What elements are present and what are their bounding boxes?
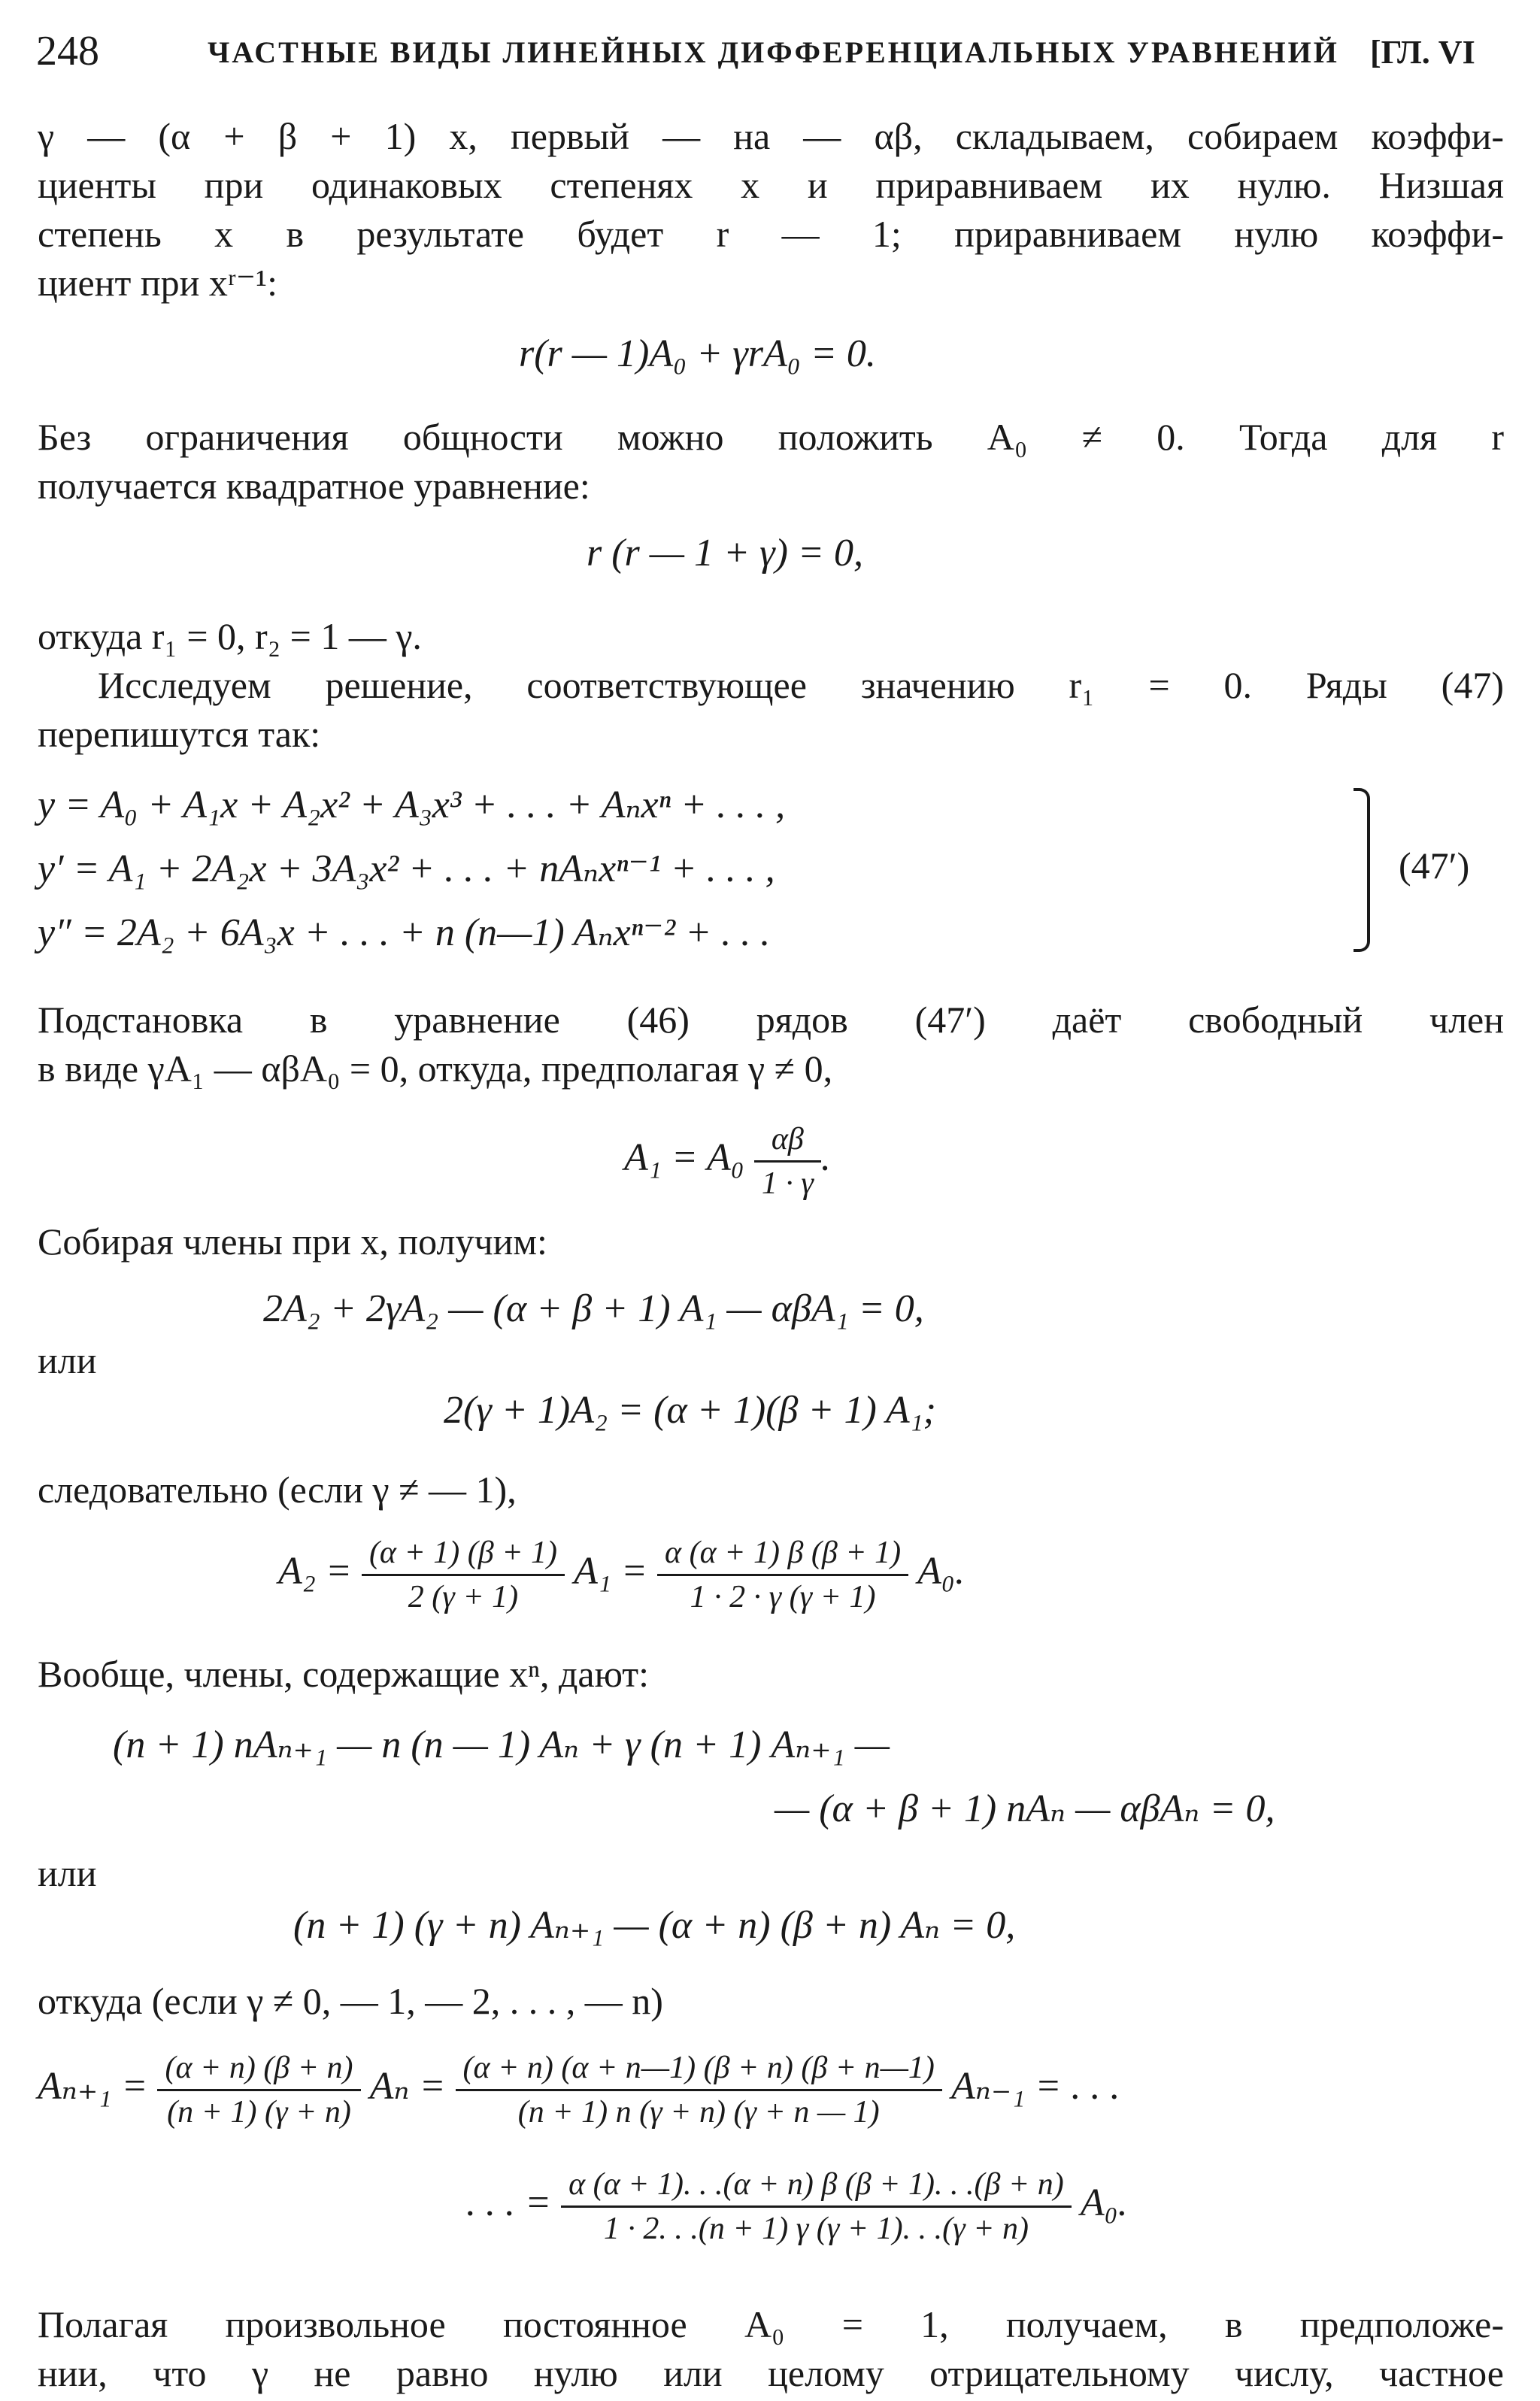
equation: (n + 1) nAₙ₊₁ — n (n — 1) Aₙ + γ (n + 1) Aₙ₊₁ — bbox=[113, 1723, 890, 1766]
text-line: перепишутся так: bbox=[38, 713, 321, 755]
chapter-label: [ГЛ. VI bbox=[1370, 34, 1475, 71]
text-line: циенты при одинаковых степенях x и приравниваем их нулю. Низшая bbox=[38, 164, 1504, 206]
text-line: Собирая члены при x, получим: bbox=[38, 1220, 547, 1263]
equation: r (r — 1 + γ) = 0, bbox=[587, 532, 864, 574]
equation bbox=[466, 2158, 1128, 2248]
equation-label: (47′) bbox=[1399, 844, 1470, 887]
right-brace bbox=[1354, 788, 1370, 952]
fraction bbox=[561, 2166, 1072, 2247]
equation-lhs: A₂ = bbox=[278, 1550, 352, 1593]
numerator: α (α + 1) β (β + 1) bbox=[657, 1535, 908, 1576]
page-number: 248 bbox=[36, 28, 99, 74]
numerator: α (α + 1). . .(α + n) β (β + 1). . .(β + n) bbox=[561, 2166, 1072, 2208]
equation bbox=[38, 2042, 1120, 2132]
text-line: γ — (α + β + 1) x, первый — на — αβ, складываем, собираем коэффи- bbox=[38, 115, 1504, 157]
equation-lhs: . . . = bbox=[466, 2181, 552, 2224]
equation bbox=[278, 1526, 965, 1617]
text-line: Без ограничения общности можно положить A₀ ≠ 0. Тогда для r bbox=[38, 416, 1504, 458]
equation-mid: A₁ = bbox=[574, 1550, 648, 1593]
equation-lhs: Aₙ₊₁ = bbox=[38, 2065, 148, 2108]
denominator: 1 · 2 · γ (γ + 1) bbox=[690, 1579, 876, 1614]
text-line: или bbox=[38, 1852, 97, 1894]
text-line: нии, что γ не равно нулю или целому отрицательному числу, частное bbox=[38, 2352, 1504, 2394]
equation-end: A₀. bbox=[1080, 2181, 1128, 2224]
series-line: y′ = A₁ + 2A₂x + 3A₃x² + . . . + nAₙxⁿ⁻¹ + . . . , bbox=[38, 847, 775, 890]
equation: 2A₂ + 2γA₂ — (α + β + 1) A₁ — αβA₁ = 0, bbox=[263, 1287, 924, 1330]
text-line: в виде γA₁ — αβA₀ = 0, откуда, предполагая γ ≠ 0, bbox=[38, 1047, 833, 1090]
equation-mid: Aₙ = bbox=[369, 2065, 446, 2108]
equation: A₁ = A₀ $\frac{\alpha\beta}{1 \cdot \gamma}$ . bbox=[624, 1121, 831, 1201]
text-line: следовательно (если γ ≠ — 1), bbox=[38, 1469, 517, 1511]
running-title: ЧАСТНЫЕ ВИДЫ ЛИНЕЙНЫХ ДИФФЕРЕНЦИАЛЬНЫХ УРАВНЕНИЙ bbox=[208, 35, 1339, 69]
equation-end: A₀. bbox=[917, 1550, 965, 1593]
text-line: Исследуем решение, соответствующее значению r₁ = 0. Ряды (47) bbox=[98, 664, 1504, 706]
text-line: Подстановка в уравнение (46) рядов (47′) даёт свободный член bbox=[38, 999, 1504, 1041]
series-line: y″ = 2A₂ + 6A₃x + . . . + n (n—1) Aₙxⁿ⁻² + . . . bbox=[38, 911, 771, 954]
denominator: (n + 1) (γ + n) bbox=[167, 2094, 351, 2130]
denominator: 1 · 2. . .(n + 1) γ (γ + 1). . .(γ + n) bbox=[603, 2211, 1029, 2246]
equation: (n + 1) (γ + n) Aₙ₊₁ — (α + n) (β + n) Aₙ = 0, bbox=[293, 1904, 1016, 1947]
text-line: или bbox=[38, 1339, 97, 1381]
denominator: 2 (γ + 1) bbox=[408, 1579, 519, 1614]
text-line: степень x в результате будет r — 1; приравниваем нулю коэффи- bbox=[38, 213, 1504, 255]
text-line: Вообще, члены, содержащие xⁿ, дают: bbox=[38, 1653, 650, 1695]
fraction bbox=[456, 2050, 942, 2130]
series-line: y = A₀ + A₁x + A₂x² + A₃x³ + . . . + Aₙxⁿ + . . . , bbox=[38, 784, 786, 826]
fraction bbox=[157, 2050, 360, 2130]
denominator: 1 · γ bbox=[761, 1166, 814, 1201]
fraction bbox=[657, 1535, 908, 1615]
text-line: получается квадратное уравнение: bbox=[38, 465, 590, 507]
text-line: циент при xʳ⁻¹: bbox=[38, 262, 277, 304]
numerator: (α + n) (α + n—1) (β + n) (β + n—1) bbox=[456, 2050, 942, 2091]
numerator: (α + n) (β + n) bbox=[157, 2050, 360, 2091]
denominator: (n + 1) n (γ + n) (γ + n — 1) bbox=[517, 2094, 880, 2130]
equation: r(r — 1)A₀ + γrA₀ = 0. bbox=[519, 332, 876, 375]
text-line: Полагая произвольное постоянное A₀ = 1, получаем, в предположе- bbox=[38, 2303, 1504, 2345]
numerator: (α + 1) (β + 1) bbox=[362, 1535, 565, 1576]
text-line: откуда (если γ ≠ 0, — 1, — 2, . . . , — n) bbox=[38, 1980, 663, 2022]
equation-end: Aₙ₋₁ = . . . bbox=[950, 2065, 1120, 2108]
text-line: откуда r₁ = 0, r₂ = 1 — γ. bbox=[38, 615, 422, 657]
numerator: αβ bbox=[754, 1121, 821, 1163]
fraction bbox=[362, 1535, 565, 1615]
equation: 2(γ + 1)A₂ = (α + 1)(β + 1) A₁; bbox=[444, 1389, 937, 1432]
equation: — (α + β + 1) nAₙ — αβAₙ = 0, bbox=[775, 1787, 1275, 1830]
fraction bbox=[754, 1121, 821, 1202]
equation-lhs: A₁ = A₀ bbox=[624, 1136, 744, 1179]
